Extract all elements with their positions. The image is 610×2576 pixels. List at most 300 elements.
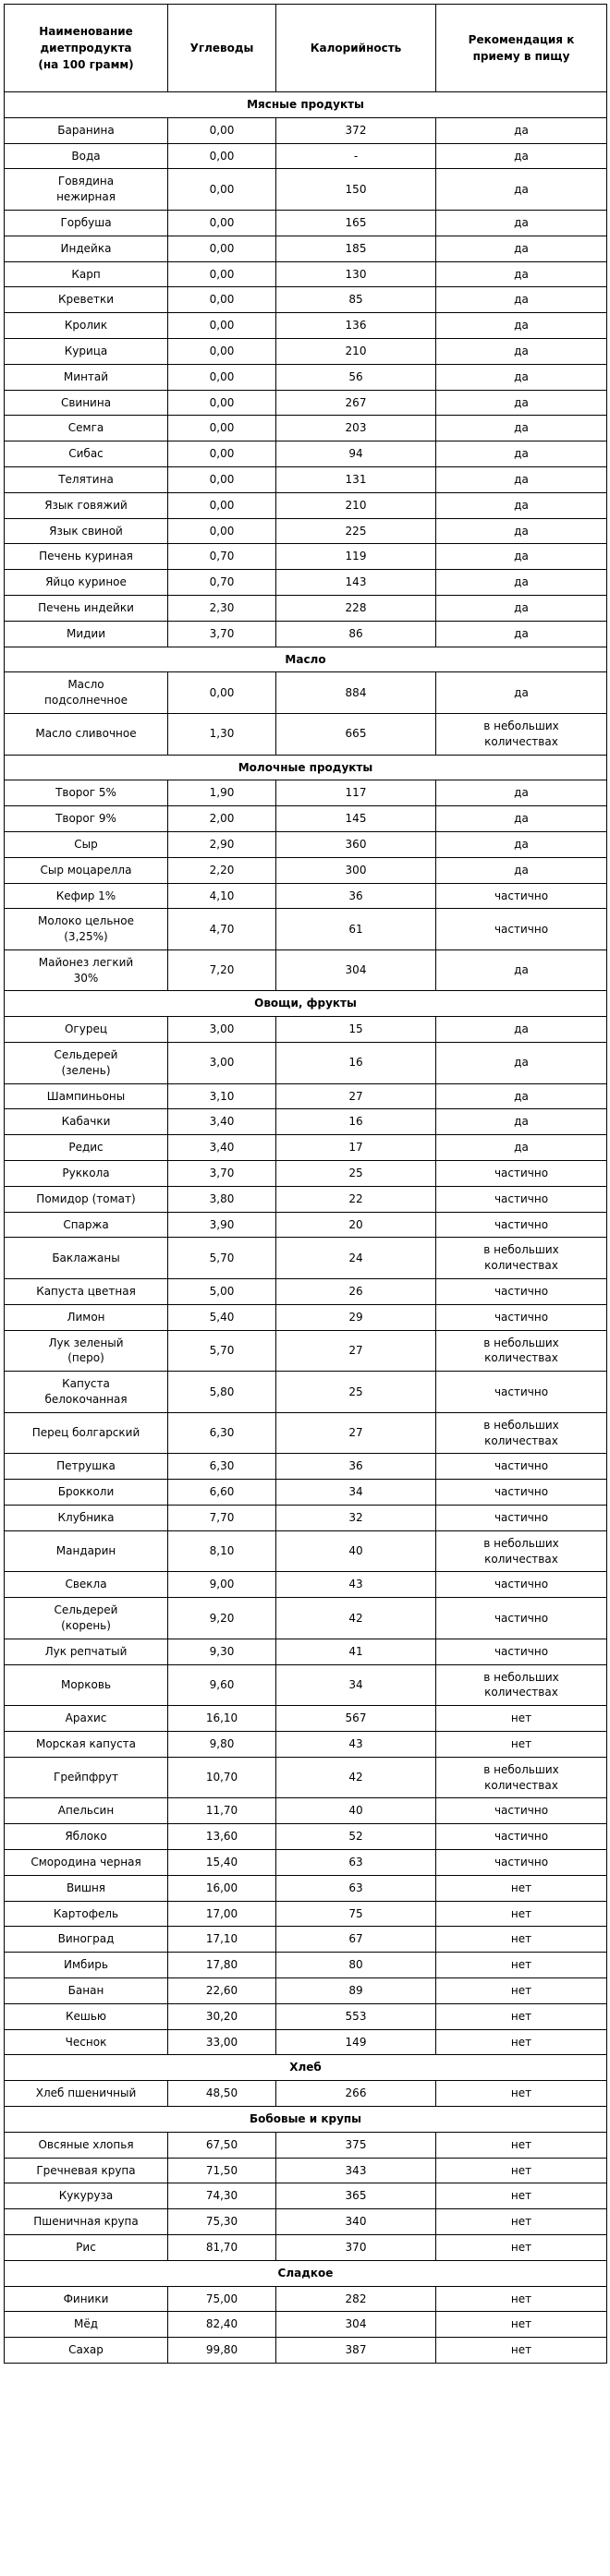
- product-name-cell: Свекла: [5, 1572, 168, 1598]
- section-header-row: [5, 755, 607, 780]
- product-name-cell: Мандарин: [5, 1530, 168, 1572]
- product-name-cell: Чеснок: [5, 2029, 168, 2055]
- product-name-cell: Финики: [5, 2286, 168, 2312]
- table-row: [5, 544, 607, 570]
- table-row: [5, 1043, 607, 1084]
- calories-cell: 665: [276, 713, 436, 755]
- product-name-cell: Перец болгарский: [5, 1412, 168, 1454]
- table-row: [5, 416, 607, 441]
- recommendation-cell: да: [436, 672, 607, 714]
- carbs-cell: 5,00: [168, 1279, 276, 1305]
- carbs-cell: 11,70: [168, 1798, 276, 1824]
- calories-cell: 360: [276, 831, 436, 857]
- calories-cell: 210: [276, 338, 436, 364]
- product-name-cell: Клубника: [5, 1506, 168, 1531]
- calories-cell: 25: [276, 1161, 436, 1187]
- recommendation-cell: да: [436, 1135, 607, 1161]
- table-row: [5, 1706, 607, 1732]
- table-row: [5, 883, 607, 909]
- table-row: [5, 806, 607, 832]
- recommendation-cell: нет: [436, 2081, 607, 2107]
- carbs-cell: 75,30: [168, 2209, 276, 2235]
- table-row: [5, 2234, 607, 2260]
- table-row: [5, 2158, 607, 2183]
- carbs-cell: 0,00: [168, 117, 276, 143]
- carbs-cell: 22,60: [168, 1977, 276, 2003]
- table-row: [5, 1598, 607, 1639]
- recommendation-cell: да: [436, 1109, 607, 1135]
- product-name-cell: Печень куриная: [5, 544, 168, 570]
- calories-cell: 150: [276, 169, 436, 211]
- recommendation-cell: да: [436, 466, 607, 492]
- section-header-row: [5, 2055, 607, 2081]
- recommendation-cell: частично: [436, 1849, 607, 1875]
- calories-cell: 266: [276, 2081, 436, 2107]
- carbs-cell: 0,00: [168, 492, 276, 518]
- table-row: [5, 1530, 607, 1572]
- calories-cell: 136: [276, 313, 436, 339]
- product-name-cell: Лук зеленый (перо): [5, 1330, 168, 1372]
- diet-products-table: [4, 4, 607, 2364]
- table-row: [5, 236, 607, 261]
- table-row: [5, 518, 607, 544]
- carbs-cell: 13,60: [168, 1824, 276, 1850]
- product-name-cell: Кукуруза: [5, 2183, 168, 2209]
- carbs-cell: 1,90: [168, 780, 276, 806]
- carbs-cell: 6,30: [168, 1454, 276, 1480]
- carbs-cell: 3,80: [168, 1186, 276, 1212]
- carbs-cell: 5,70: [168, 1238, 276, 1279]
- recommendation-cell: нет: [436, 1731, 607, 1757]
- section-title: Масло: [5, 647, 607, 672]
- carbs-cell: 99,80: [168, 2338, 276, 2364]
- carbs-cell: 1,30: [168, 713, 276, 755]
- product-name-cell: Сибас: [5, 441, 168, 467]
- product-name-cell: Язык свиной: [5, 518, 168, 544]
- calories-cell: 25: [276, 1372, 436, 1413]
- table-row: [5, 1186, 607, 1212]
- carbs-cell: 71,50: [168, 2158, 276, 2183]
- product-name-cell: Кролик: [5, 313, 168, 339]
- table-row: [5, 2338, 607, 2364]
- product-name-cell: Яйцо куриное: [5, 570, 168, 596]
- calories-cell: 553: [276, 2003, 436, 2029]
- calories-cell: 282: [276, 2286, 436, 2312]
- table-row: [5, 713, 607, 755]
- table-row: [5, 287, 607, 313]
- carbs-cell: 0,00: [168, 416, 276, 441]
- product-name-cell: Кешью: [5, 2003, 168, 2029]
- table-row: [5, 831, 607, 857]
- calories-cell: 86: [276, 621, 436, 647]
- calories-cell: 56: [276, 364, 436, 390]
- table-row: [5, 2312, 607, 2338]
- calories-cell: 185: [276, 236, 436, 261]
- product-name-cell: Сахар: [5, 2338, 168, 2364]
- table-row: [5, 2286, 607, 2312]
- carbs-cell: 0,00: [168, 672, 276, 714]
- product-name-cell: Грейпфрут: [5, 1757, 168, 1798]
- recommendation-cell: да: [436, 780, 607, 806]
- section-title: Бобовые и крупы: [5, 2106, 607, 2132]
- calories-cell: 75: [276, 1901, 436, 1927]
- recommendation-cell: нет: [436, 2312, 607, 2338]
- calories-cell: 16: [276, 1109, 436, 1135]
- recommendation-cell: да: [436, 441, 607, 467]
- calories-cell: 372: [276, 117, 436, 143]
- recommendation-cell: в небольших количествах: [436, 1330, 607, 1372]
- product-name-cell: Спаржа: [5, 1212, 168, 1238]
- carbs-cell: 9,00: [168, 1572, 276, 1598]
- carbs-cell: 9,60: [168, 1664, 276, 1706]
- product-name-cell: Карп: [5, 261, 168, 287]
- table-row: [5, 1927, 607, 1953]
- product-name-cell: Мёд: [5, 2312, 168, 2338]
- table-row: [5, 1372, 607, 1413]
- recommendation-cell: частично: [436, 883, 607, 909]
- carbs-cell: 8,10: [168, 1530, 276, 1572]
- product-name-cell: Капуста цветная: [5, 1279, 168, 1305]
- recommendation-cell: нет: [436, 2029, 607, 2055]
- product-name-cell: Мидии: [5, 621, 168, 647]
- product-name-cell: Творог 9%: [5, 806, 168, 832]
- section-header-row: [5, 2106, 607, 2132]
- recommendation-cell: да: [436, 261, 607, 287]
- calories-cell: 27: [276, 1330, 436, 1372]
- table-row: [5, 2029, 607, 2055]
- recommendation-cell: да: [436, 949, 607, 991]
- recommendation-cell: нет: [436, 2158, 607, 2183]
- carbs-cell: 10,70: [168, 1757, 276, 1798]
- calories-cell: 304: [276, 949, 436, 991]
- recommendation-cell: да: [436, 492, 607, 518]
- calories-cell: 40: [276, 1798, 436, 1824]
- carbs-cell: 15,40: [168, 1849, 276, 1875]
- carbs-cell: 33,00: [168, 2029, 276, 2055]
- carbs-cell: 2,20: [168, 857, 276, 883]
- recommendation-cell: частично: [436, 1372, 607, 1413]
- recommendation-cell: в небольших количествах: [436, 1238, 607, 1279]
- recommendation-cell: да: [436, 169, 607, 211]
- table-row: [5, 313, 607, 339]
- calories-cell: 26: [276, 1279, 436, 1305]
- recommendation-cell: да: [436, 518, 607, 544]
- table-row: [5, 338, 607, 364]
- calories-cell: 15: [276, 1017, 436, 1043]
- carbs-cell: 0,00: [168, 210, 276, 236]
- recommendation-cell: нет: [436, 2234, 607, 2260]
- table-row: [5, 169, 607, 211]
- table-row: [5, 1901, 607, 1927]
- product-name-cell: Морская капуста: [5, 1731, 168, 1757]
- product-name-cell: Лук репчатый: [5, 1639, 168, 1664]
- product-name-cell: Телятина: [5, 466, 168, 492]
- section-header-row: [5, 991, 607, 1017]
- table-row: [5, 570, 607, 596]
- recommendation-cell: да: [436, 544, 607, 570]
- table-row: [5, 1977, 607, 2003]
- section-title: Хлеб: [5, 2055, 607, 2081]
- recommendation-cell: да: [436, 1043, 607, 1084]
- recommendation-cell: да: [436, 416, 607, 441]
- carbs-cell: 67,50: [168, 2132, 276, 2158]
- product-name-cell: Баклажаны: [5, 1238, 168, 1279]
- calories-cell: 119: [276, 544, 436, 570]
- table-row: [5, 1238, 607, 1279]
- table-row: [5, 261, 607, 287]
- recommendation-cell: да: [436, 338, 607, 364]
- product-name-cell: Сельдерей (зелень): [5, 1043, 168, 1084]
- calories-cell: 36: [276, 883, 436, 909]
- recommendation-cell: да: [436, 831, 607, 857]
- calories-cell: 340: [276, 2209, 436, 2235]
- calories-cell: 567: [276, 1706, 436, 1732]
- product-name-cell: Яблоко: [5, 1824, 168, 1850]
- product-name-cell: Картофель: [5, 1901, 168, 1927]
- column-header-carbs: Углеводы: [168, 5, 276, 92]
- section-title: Молочные продукты: [5, 755, 607, 780]
- carbs-cell: 0,00: [168, 518, 276, 544]
- recommendation-cell: нет: [436, 2003, 607, 2029]
- table-row: [5, 1639, 607, 1664]
- product-name-cell: Шампиньоны: [5, 1083, 168, 1109]
- product-name-cell: Сыр моцарелла: [5, 857, 168, 883]
- carbs-cell: 48,50: [168, 2081, 276, 2107]
- calories-cell: 52: [276, 1824, 436, 1850]
- recommendation-cell: нет: [436, 2209, 607, 2235]
- calories-cell: 228: [276, 595, 436, 621]
- recommendation-cell: да: [436, 287, 607, 313]
- recommendation-cell: нет: [436, 2183, 607, 2209]
- calories-cell: 884: [276, 672, 436, 714]
- recommendation-cell: частично: [436, 1304, 607, 1330]
- product-name-cell: Помидор (томат): [5, 1186, 168, 1212]
- carbs-cell: 4,70: [168, 909, 276, 950]
- table-row: [5, 1161, 607, 1187]
- table-row: [5, 1017, 607, 1043]
- calories-cell: 370: [276, 2234, 436, 2260]
- table-row: [5, 1875, 607, 1901]
- table-row: [5, 210, 607, 236]
- table-row: [5, 1304, 607, 1330]
- product-name-cell: Вода: [5, 143, 168, 169]
- table-row: [5, 143, 607, 169]
- calories-cell: 16: [276, 1043, 436, 1084]
- recommendation-cell: в небольших количествах: [436, 1412, 607, 1454]
- carbs-cell: 0,70: [168, 570, 276, 596]
- table-row: [5, 1212, 607, 1238]
- carbs-cell: 0,00: [168, 261, 276, 287]
- table-row: [5, 2183, 607, 2209]
- recommendation-cell: нет: [436, 2338, 607, 2364]
- calories-cell: 27: [276, 1412, 436, 1454]
- product-name-cell: Имбирь: [5, 1953, 168, 1978]
- product-name-cell: Майонез легкий 30%: [5, 949, 168, 991]
- recommendation-cell: да: [436, 313, 607, 339]
- carbs-cell: 75,00: [168, 2286, 276, 2312]
- table-row: [5, 1135, 607, 1161]
- product-name-cell: Овсяные хлопья: [5, 2132, 168, 2158]
- table-row: [5, 2132, 607, 2158]
- carbs-cell: 30,20: [168, 2003, 276, 2029]
- product-name-cell: Петрушка: [5, 1454, 168, 1480]
- calories-cell: 267: [276, 390, 436, 416]
- product-name-cell: Творог 5%: [5, 780, 168, 806]
- column-header-recommendation: Рекомендация к приему в пищу: [436, 5, 607, 92]
- carbs-cell: 3,00: [168, 1043, 276, 1084]
- carbs-cell: 2,30: [168, 595, 276, 621]
- product-name-cell: Лимон: [5, 1304, 168, 1330]
- recommendation-cell: нет: [436, 2132, 607, 2158]
- carbs-cell: 9,20: [168, 1598, 276, 1639]
- calories-cell: 34: [276, 1664, 436, 1706]
- carbs-cell: 9,30: [168, 1639, 276, 1664]
- product-name-cell: Печень индейки: [5, 595, 168, 621]
- calories-cell: 304: [276, 2312, 436, 2338]
- recommendation-cell: нет: [436, 1706, 607, 1732]
- product-name-cell: Пшеничная крупа: [5, 2209, 168, 2235]
- recommendation-cell: частично: [436, 1480, 607, 1506]
- carbs-cell: 5,40: [168, 1304, 276, 1330]
- recommendation-cell: частично: [436, 1824, 607, 1850]
- calories-cell: 149: [276, 2029, 436, 2055]
- recommendation-cell: в небольших количествах: [436, 713, 607, 755]
- carbs-cell: 81,70: [168, 2234, 276, 2260]
- section-title: Сладкое: [5, 2260, 607, 2286]
- carbs-cell: 2,00: [168, 806, 276, 832]
- carbs-cell: 0,00: [168, 338, 276, 364]
- product-name-cell: Свинина: [5, 390, 168, 416]
- table-row: [5, 492, 607, 518]
- calories-cell: 365: [276, 2183, 436, 2209]
- calories-cell: 210: [276, 492, 436, 518]
- recommendation-cell: да: [436, 117, 607, 143]
- carbs-cell: 3,40: [168, 1135, 276, 1161]
- table-row: [5, 621, 607, 647]
- product-name-cell: Рис: [5, 2234, 168, 2260]
- calories-cell: 42: [276, 1757, 436, 1798]
- table-row: [5, 857, 607, 883]
- recommendation-cell: да: [436, 236, 607, 261]
- recommendation-cell: частично: [436, 1798, 607, 1824]
- product-name-cell: Кефир 1%: [5, 883, 168, 909]
- recommendation-cell: частично: [436, 1572, 607, 1598]
- recommendation-cell: нет: [436, 1977, 607, 2003]
- product-name-cell: Вишня: [5, 1875, 168, 1901]
- calories-cell: 24: [276, 1238, 436, 1279]
- product-name-cell: Курица: [5, 338, 168, 364]
- recommendation-cell: в небольших количествах: [436, 1530, 607, 1572]
- carbs-cell: 3,90: [168, 1212, 276, 1238]
- product-name-cell: Апельсин: [5, 1798, 168, 1824]
- calories-cell: 32: [276, 1506, 436, 1531]
- calories-cell: 42: [276, 1598, 436, 1639]
- table-row: [5, 1757, 607, 1798]
- product-name-cell: Молоко цельное (3,25%): [5, 909, 168, 950]
- recommendation-cell: частично: [436, 1506, 607, 1531]
- carbs-cell: 4,10: [168, 883, 276, 909]
- recommendation-cell: нет: [436, 1927, 607, 1953]
- product-name-cell: Кабачки: [5, 1109, 168, 1135]
- carbs-cell: 16,10: [168, 1706, 276, 1732]
- table-row: [5, 780, 607, 806]
- recommendation-cell: да: [436, 390, 607, 416]
- product-name-cell: Гречневая крупа: [5, 2158, 168, 2183]
- product-name-cell: Масло сливочное: [5, 713, 168, 755]
- carbs-cell: 17,00: [168, 1901, 276, 1927]
- recommendation-cell: частично: [436, 1186, 607, 1212]
- carbs-cell: 17,80: [168, 1953, 276, 1978]
- recommendation-cell: да: [436, 857, 607, 883]
- carbs-cell: 0,00: [168, 236, 276, 261]
- product-name-cell: Смородина черная: [5, 1849, 168, 1875]
- recommendation-cell: нет: [436, 2286, 607, 2312]
- carbs-cell: 7,20: [168, 949, 276, 991]
- carbs-cell: 0,00: [168, 287, 276, 313]
- calories-cell: 387: [276, 2338, 436, 2364]
- calories-cell: 34: [276, 1480, 436, 1506]
- product-name-cell: Семга: [5, 416, 168, 441]
- product-name-cell: Брокколи: [5, 1480, 168, 1506]
- table-row: [5, 595, 607, 621]
- recommendation-cell: да: [436, 210, 607, 236]
- table-row: [5, 2209, 607, 2235]
- recommendation-cell: частично: [436, 1212, 607, 1238]
- carbs-cell: 16,00: [168, 1875, 276, 1901]
- carbs-cell: 7,70: [168, 1506, 276, 1531]
- carbs-cell: 0,00: [168, 364, 276, 390]
- recommendation-cell: частично: [436, 1161, 607, 1187]
- table-row: [5, 1572, 607, 1598]
- carbs-cell: 0,00: [168, 169, 276, 211]
- product-name-cell: Язык говяжий: [5, 492, 168, 518]
- product-name-cell: Банан: [5, 1977, 168, 2003]
- table-row: [5, 1798, 607, 1824]
- carbs-cell: 0,70: [168, 544, 276, 570]
- calories-cell: 117: [276, 780, 436, 806]
- table-row: [5, 949, 607, 991]
- carbs-cell: 0,00: [168, 143, 276, 169]
- product-name-cell: Минтай: [5, 364, 168, 390]
- table-row: [5, 390, 607, 416]
- table-row: [5, 1412, 607, 1454]
- carbs-cell: 9,80: [168, 1731, 276, 1757]
- recommendation-cell: нет: [436, 1875, 607, 1901]
- calories-cell: 41: [276, 1639, 436, 1664]
- table-row: [5, 117, 607, 143]
- recommendation-cell: частично: [436, 1279, 607, 1305]
- column-header-calories: Калорийность: [276, 5, 436, 92]
- calories-cell: 165: [276, 210, 436, 236]
- carbs-cell: 0,00: [168, 313, 276, 339]
- calories-cell: 225: [276, 518, 436, 544]
- recommendation-cell: да: [436, 143, 607, 169]
- calories-cell: 143: [276, 570, 436, 596]
- section-header-row: [5, 2260, 607, 2286]
- calories-cell: 203: [276, 416, 436, 441]
- product-name-cell: Хлеб пшеничный: [5, 2081, 168, 2107]
- product-name-cell: Баранина: [5, 117, 168, 143]
- product-name-cell: Горбуша: [5, 210, 168, 236]
- product-name-cell: Виноград: [5, 1927, 168, 1953]
- table-row: [5, 1664, 607, 1706]
- calories-cell: 61: [276, 909, 436, 950]
- table-row: [5, 909, 607, 950]
- table-row: [5, 1953, 607, 1978]
- table-row: [5, 364, 607, 390]
- carbs-cell: 6,60: [168, 1480, 276, 1506]
- recommendation-cell: да: [436, 621, 607, 647]
